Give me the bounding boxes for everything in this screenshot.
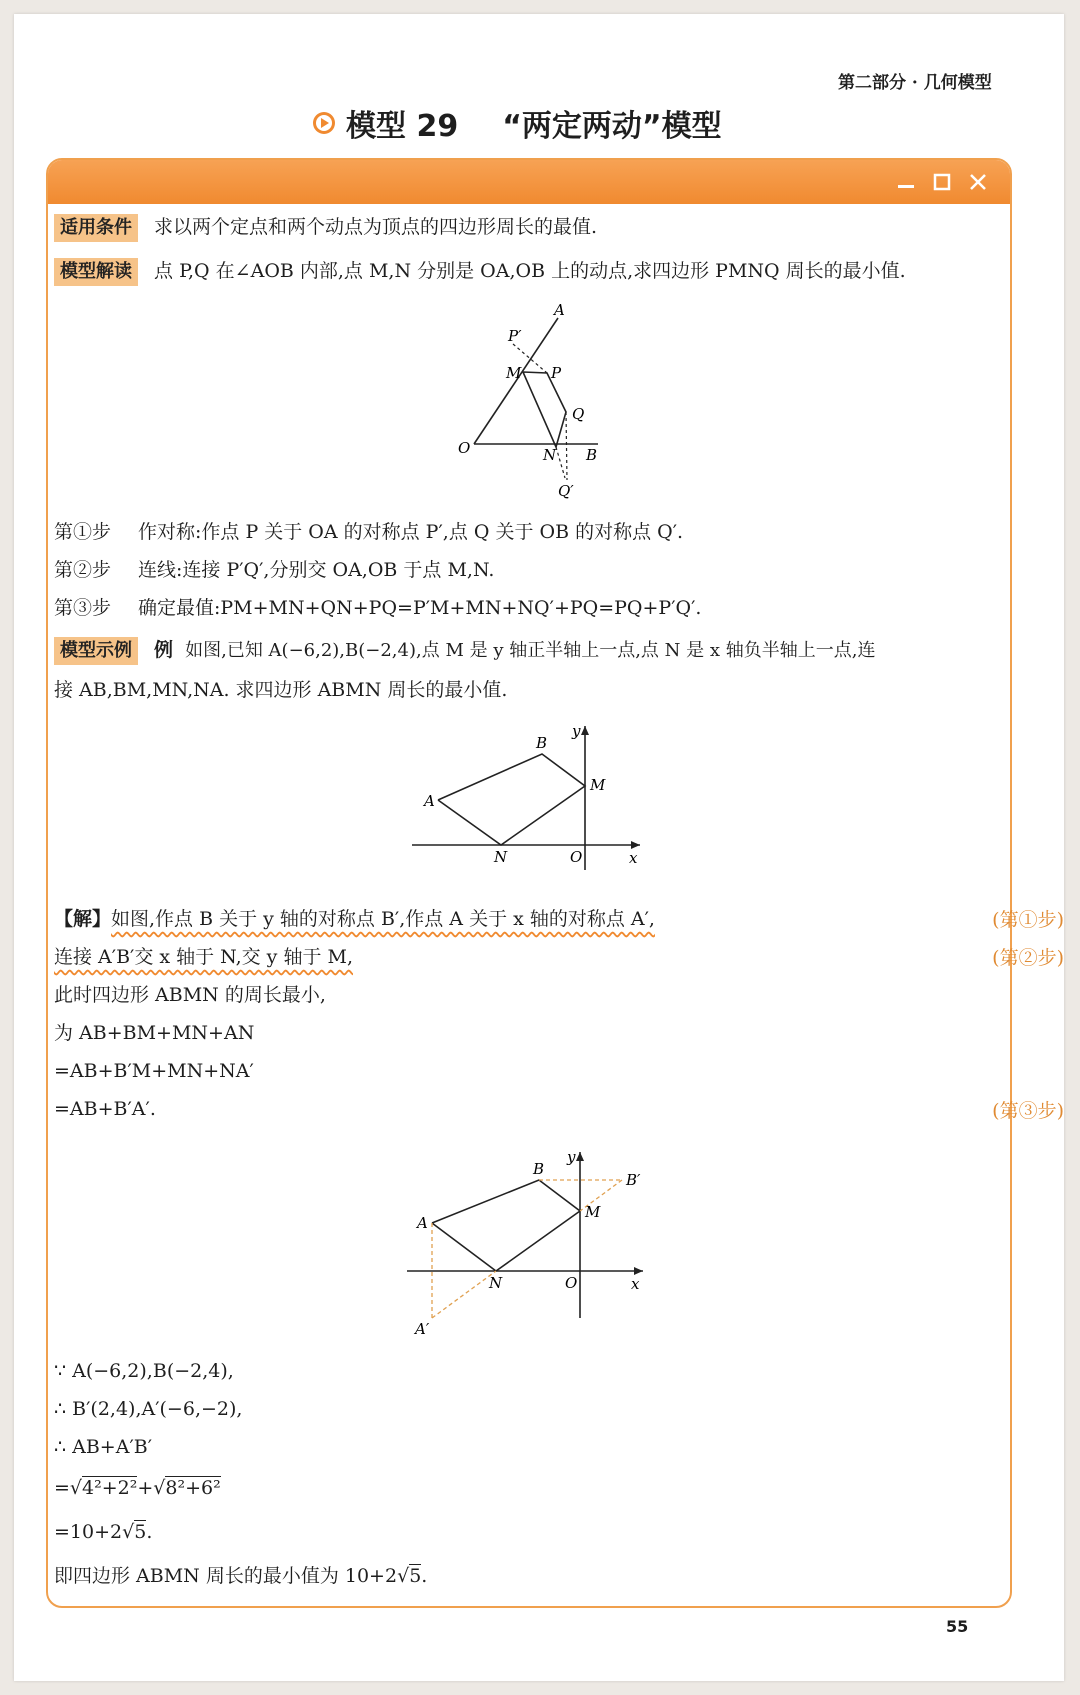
step-row-1 (54, 518, 683, 546)
label-o: O (570, 848, 583, 866)
example-label: 例 (154, 639, 174, 661)
label-p: P (551, 364, 562, 382)
calc-result-suffix: . (146, 1521, 153, 1543)
calc-result-prefix: =10+2 (54, 1521, 123, 1543)
solution-text-2: 连接 A′B′交 x 轴于 N,交 y 轴于 M, (54, 946, 353, 968)
label-b: B (533, 1160, 545, 1178)
label-n: N (489, 1274, 503, 1292)
interpret-text: 点 P,Q 在∠AOB 内部,点 M,N 分别是 OA,OB 上的动点,求四边形 PMNQ 周长的最小值. (154, 260, 906, 282)
example-tag: 模型示例 (54, 637, 138, 665)
calc-line-2: ∴ B′(2,4),A′(−6,−2), (54, 1398, 243, 1420)
conditions-text: 求以两个定点和两个动点为顶点的四边形周长的最值. (154, 216, 598, 238)
frame-title-bar (48, 160, 1010, 204)
solution-line-2 (54, 943, 353, 971)
step-text: 确定最值:PM+MN+QN+PQ=P′M+MN+NQ′+PQ=PQ+P′Q′. (138, 597, 702, 619)
label-m: M (585, 1203, 601, 1221)
conclusion-suffix: . (421, 1565, 428, 1587)
solution-text-1: 如图,作点 B 关于 y 轴的对称点 B′,作点 A 关于 x 轴的对称点 A′, (111, 908, 655, 930)
figure-solution (405, 1148, 655, 1348)
title-row (312, 103, 722, 143)
radicand: 5 (134, 1521, 147, 1543)
interpret-row (54, 257, 906, 286)
label-o: O (458, 439, 471, 457)
label-b: B (586, 446, 598, 464)
radicand: 5 (409, 1565, 422, 1587)
sqrt-icon: √ (153, 1477, 166, 1499)
calc-line-3: ∴ AB+A′B′ (54, 1436, 153, 1458)
solution-line-6: =AB+B′A′. (54, 1098, 156, 1120)
step-row-3 (54, 594, 701, 622)
dashed-qq1 (566, 412, 567, 480)
label-m: M (590, 776, 606, 794)
radicand-1: 4²+2² (82, 1477, 138, 1499)
page-number: 55 (946, 1617, 969, 1636)
step-label: 第②步 (54, 559, 112, 581)
step-note-2: (第②步) (992, 947, 1064, 969)
label-b-prime: B′ (626, 1171, 641, 1189)
figure-example (410, 720, 650, 872)
label-q-prime: Q′ (558, 482, 574, 500)
label-m: M (506, 364, 522, 382)
quadrilateral-pmnq (523, 372, 566, 447)
example-line1: 如图,已知 A(−6,2),B(−2,4),点 M 是 y 轴正半轴上一点,点 N 是 x 轴负半轴上一点,连 (185, 640, 876, 661)
step-label: 第③步 (54, 597, 112, 619)
label-a: A (417, 1214, 428, 1232)
dashed-nq1 (556, 447, 565, 478)
step-text: 连线:连接 P′Q′,分别交 OA,OB 于点 M,N. (138, 559, 495, 581)
label-b: B (536, 734, 548, 752)
model-title: “两定两动”模型 (502, 109, 722, 144)
label-p-prime: P′ (508, 327, 522, 345)
sqrt-icon: √ (69, 1477, 83, 1499)
label-a: A (424, 792, 435, 810)
solution-line-4: 为 AB+BM+MN+AN (54, 1022, 255, 1044)
label-q: Q (572, 405, 585, 423)
model-number: 模型 29 (346, 109, 459, 144)
label-a-prime: A′ (415, 1320, 430, 1338)
conditions-tag: 适用条件 (54, 214, 138, 242)
solution-tag: 【解】 (54, 908, 112, 930)
maximize-icon (932, 172, 952, 192)
step-note-3: (第③步) (992, 1100, 1064, 1122)
solution-line-5: =AB+B′M+MN+NA′ (54, 1060, 254, 1082)
example-row (54, 636, 875, 665)
solution-line-3: 此时四边形 ABMN 的周长最小, (54, 984, 326, 1006)
label-y: y (572, 722, 581, 740)
interpret-tag: 模型解读 (54, 258, 138, 286)
label-x: x (631, 1275, 640, 1293)
step-label: 第①步 (54, 521, 112, 543)
label-a: A (554, 301, 565, 319)
figure-angle-aob (440, 300, 620, 505)
calc-line-4 (54, 1474, 221, 1502)
plus-sign: + (137, 1477, 154, 1499)
step-text: 作对称:作点 P 关于 OA 的对称点 P′,点 Q 关于 OB 的对称点 Q′. (138, 521, 684, 543)
quadrilateral-abmn (438, 754, 585, 845)
calc-line-6 (54, 1562, 427, 1590)
label-n: N (543, 446, 557, 464)
example-line2: 接 AB,BM,MN,NA. 求四边形 ABMN 周长的最小值. (54, 679, 508, 701)
minimize-icon (896, 172, 916, 192)
dashed-a1n (432, 1271, 496, 1318)
sqrt-icon: √ (122, 1521, 135, 1543)
step-row-2 (54, 556, 494, 584)
step-note-1: (第①步) (992, 909, 1064, 931)
label-n: N (494, 848, 508, 866)
calc-line-1: ∵ A(−6,2),B(−2,4), (54, 1360, 234, 1382)
close-icon (968, 172, 988, 192)
solution-line-1 (54, 905, 655, 933)
sqrt-icon: √ (397, 1565, 410, 1587)
label-x: x (629, 849, 638, 867)
play-circle-icon (312, 111, 336, 135)
equals-sign: = (54, 1477, 70, 1499)
conditions-row (54, 213, 597, 242)
section-header: 第二部分 · 几何模型 (838, 73, 992, 93)
radicand-2: 8²+6² (165, 1477, 221, 1499)
label-o: O (565, 1274, 578, 1292)
label-y: y (567, 1148, 576, 1166)
quadrilateral-abmn (432, 1180, 580, 1271)
calc-line-5 (54, 1518, 152, 1546)
conclusion-prefix: 即四边形 ABMN 周长的最小值为 10+2 (54, 1565, 398, 1587)
